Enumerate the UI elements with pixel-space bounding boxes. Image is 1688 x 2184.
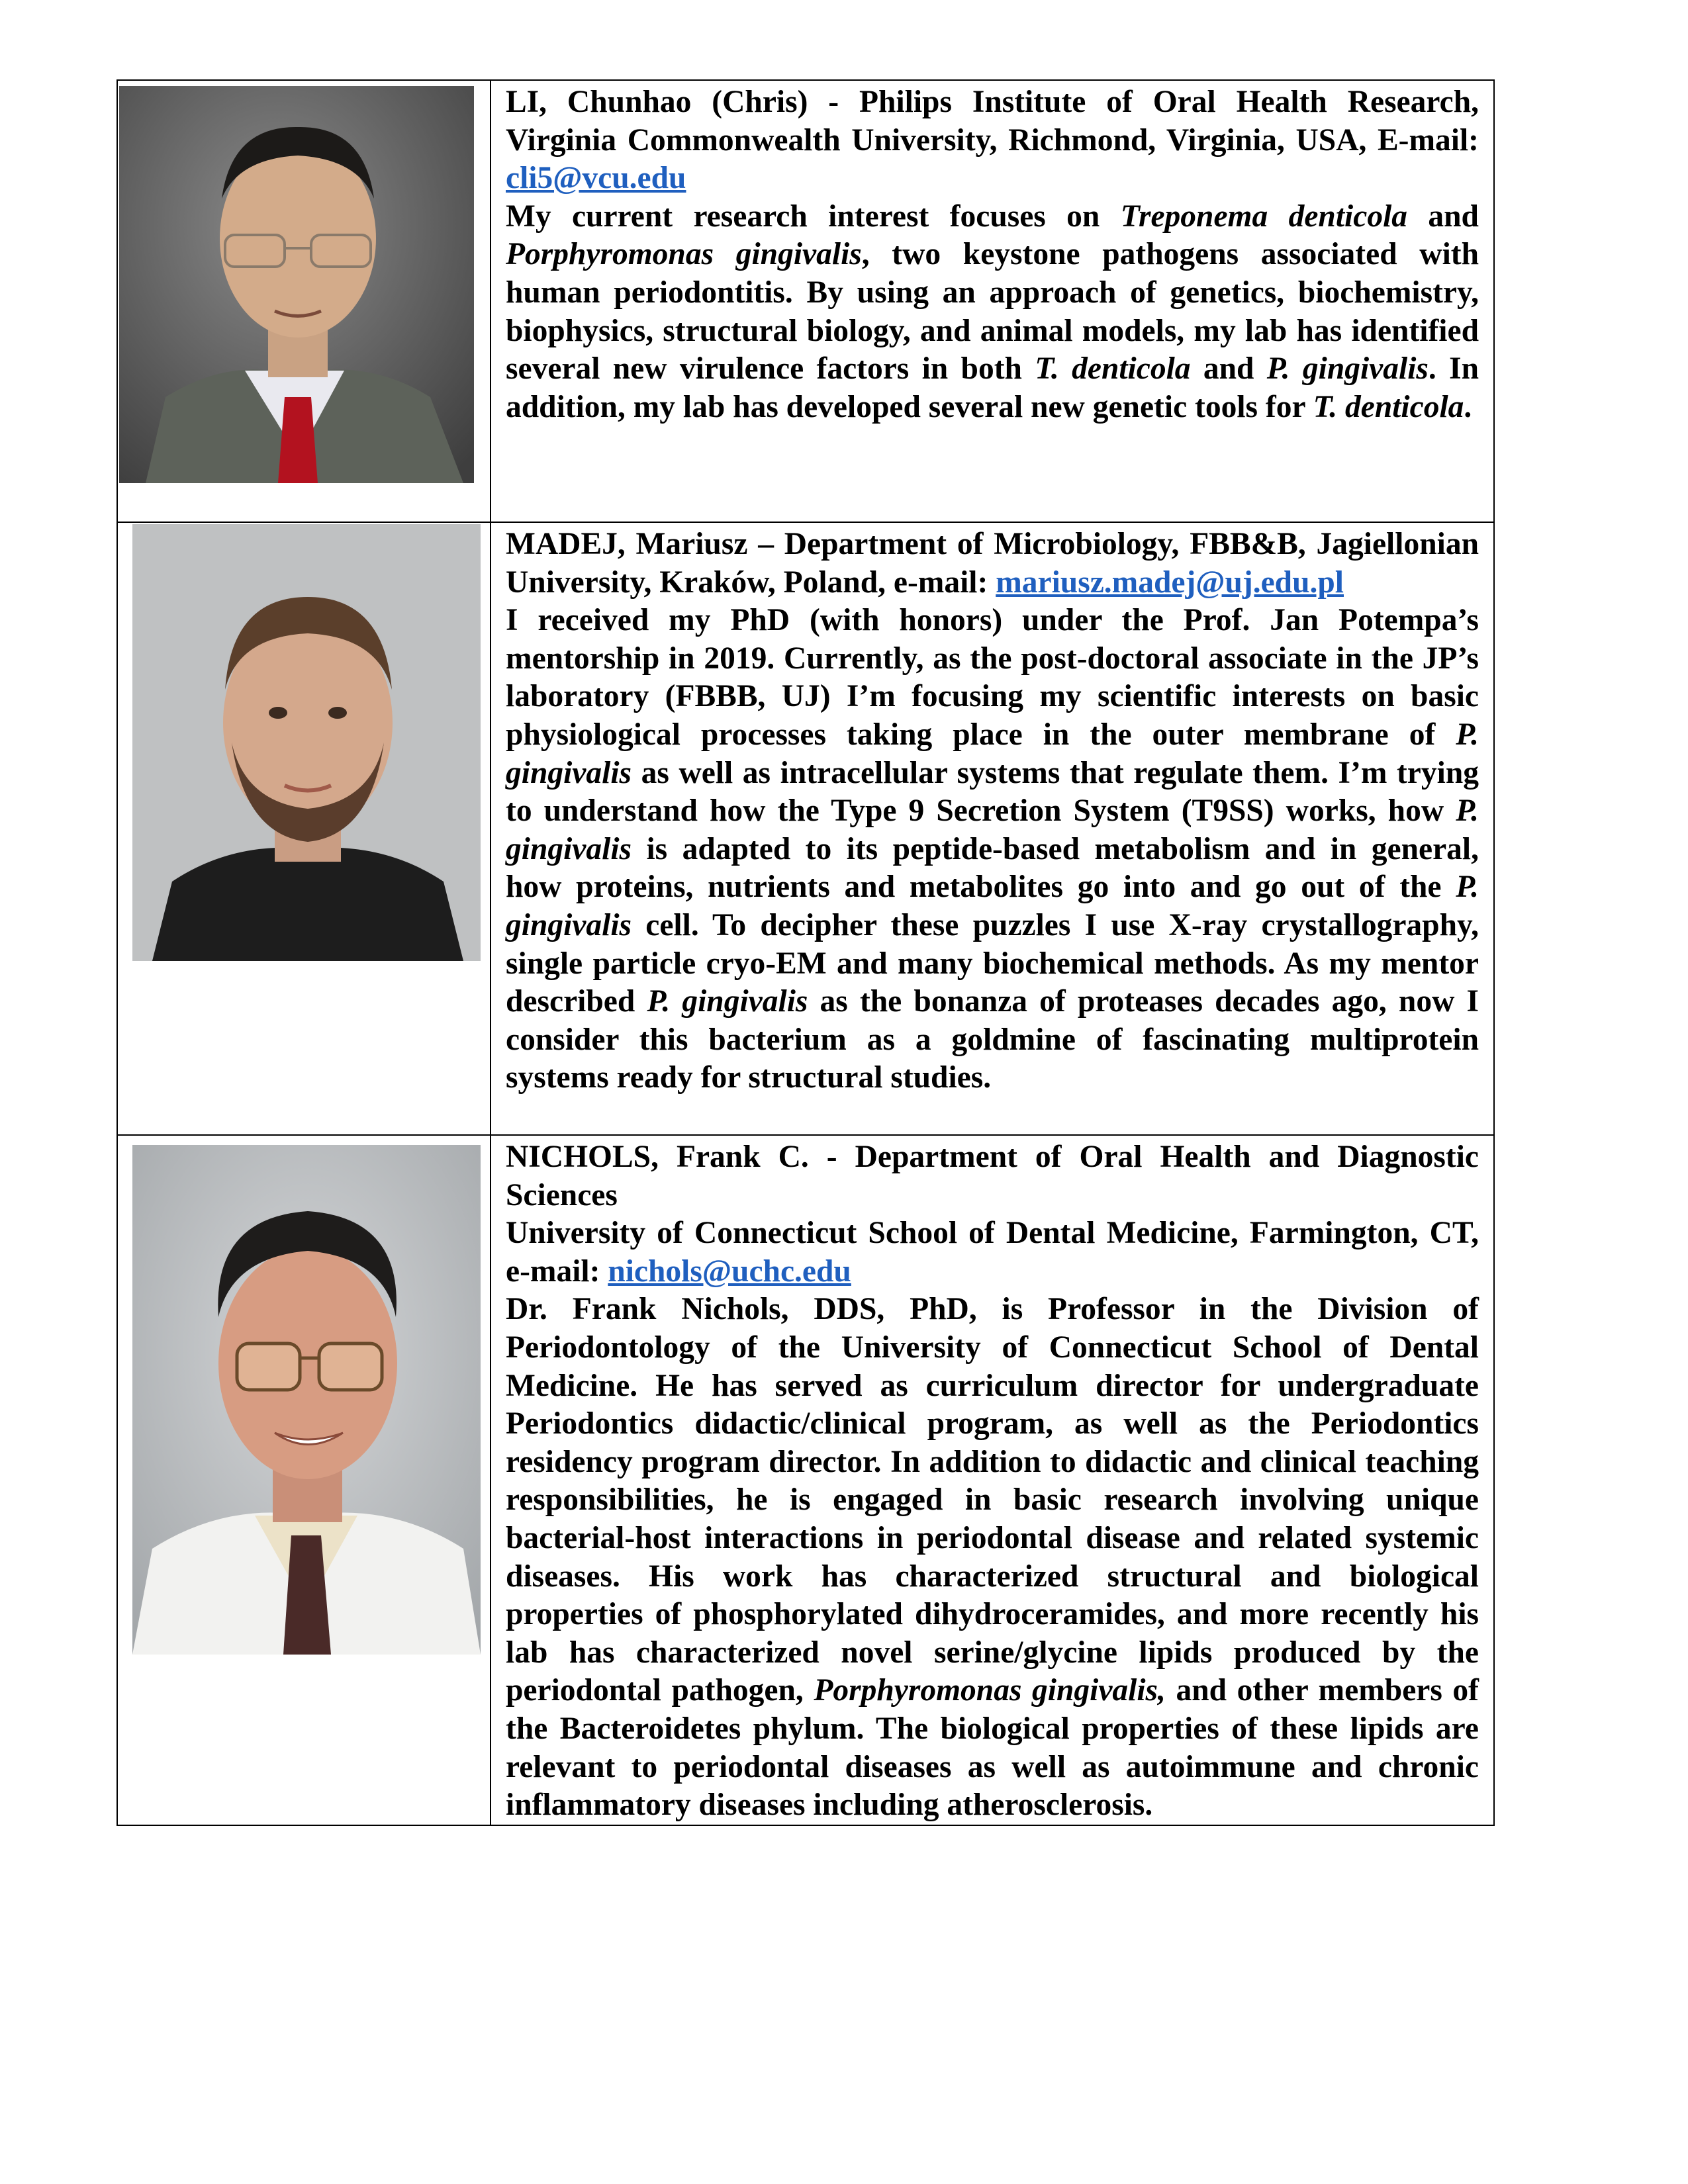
bio-paragraph (506, 1291, 1479, 1824)
header-text: University of Connecticut School of Dental Medicine, Farmington, CT, e-mail: (506, 1216, 1479, 1289)
portrait-photo-nichols (132, 1145, 481, 1655)
profile-text-nichols (506, 1138, 1479, 1825)
bio-text-segment: as the bonanza of proteases decades ago, now I consider this bacterium as a goldmine of fascinating multiprotein systems ready for structural studies. (506, 984, 1479, 1095)
bio-text-segment: and (1407, 199, 1479, 234)
profile-text-cell (491, 522, 1494, 1135)
species-name: Treponema denticola (1120, 199, 1408, 234)
profile-header (506, 525, 1479, 602)
bio-text-segment: as well as intracellular systems that regulate them. I’m trying to understand how the Type 9 Secretion System (T9SS) works, how (506, 755, 1479, 829)
bio-table (117, 79, 1495, 1826)
email-link[interactable]: mariusz.madej@uj.edu.pl (996, 565, 1344, 600)
portrait-photo-li (119, 86, 474, 483)
bio-text-segment: and (1190, 351, 1267, 387)
bio-text-segment: , two keystone pathogens associated with human periodontitis. By using an approach of genetics, biochemistry, biophysics, structural biology, and animal models, my lab has identified several new virulence factors in both (506, 237, 1479, 387)
email-link[interactable]: cli5@vcu.edu (506, 161, 686, 196)
species-name: Porphyromonas gingivalis, (814, 1673, 1166, 1708)
species-name: P. gingivalis (1266, 351, 1429, 387)
photo-cell (117, 80, 491, 522)
bio-text-segment: is adapted to its peptide-based metabolism and in general, how proteins, nutrients and metabolites go into and go out of the (506, 831, 1479, 905)
species-name: P. gingivalis (647, 984, 808, 1019)
email-link[interactable]: nichols@uchc.edu (608, 1253, 851, 1289)
bio-text-segment: My current research interest focuses on (506, 199, 1121, 234)
bio-text-segment: I received my PhD (with honors) under the Prof. Jan Potempa’s mentorship in 2019. Currently, as the post-doctoral associate in the JP’s laboratory (FBBB, UJ) I’m focusing my scientific interests on basic physiological processes taking place in the outer membrane of (506, 603, 1479, 752)
species-name: Porphyromonas gingivalis (506, 237, 862, 272)
photo-cell (117, 1135, 491, 1825)
profile-row-nichols (117, 1135, 1494, 1825)
profile-text-cell (491, 80, 1494, 522)
species-name: T. denticola (1035, 351, 1191, 387)
profile-header-line-2 (506, 1214, 1479, 1291)
bio-text-segment: Dr. Frank Nichols, DDS, PhD, is Professor in the Division of Periodontology of the University of Connecticut School of Dental Medicine. He has served as curriculum director for undergraduate Periodontics didactic/clinical program, as well as the Periodontics residency program director. In addition to didactic and clinical teaching responsibilities, he is engaged in basic research involving unique bacterial-host interactions in periodontal disease and related systemic diseases. His work has characterized structural and biological properties of phosphorylated dihydroceramides, and more recently his lab has characterized novel serine/glycine lipids produced by the periodontal pathogen, (506, 1292, 1479, 1708)
profile-header-line-1: NICHOLS, Frank C. - Department of Oral Health and Diagnostic Sciences (506, 1140, 1479, 1212)
species-name: P. gingivalis (506, 794, 1479, 866)
profile-row-li (117, 80, 1494, 522)
bio-text-segment: . In addition, my lab has developed several new genetic tools for (506, 351, 1479, 424)
profile-text-madej (506, 525, 1479, 1097)
header-text: MADEJ, Mariusz – Department of Microbiology, FBB&B, Jagiellonian University, Kraków, Poland, e-mail: (506, 527, 1479, 600)
bio-text-segment: . (1464, 389, 1472, 424)
bio-paragraph (506, 602, 1479, 1097)
species-name: T. denticola (1313, 389, 1464, 424)
species-name: P. gingivalis (506, 870, 1479, 942)
bio-paragraph (506, 198, 1479, 427)
species-name: P. gingivalis (506, 717, 1479, 790)
profile-text-cell (491, 1135, 1494, 1825)
photo-cell (117, 522, 491, 1135)
header-text: LI, Chunhao (Chris) - Philips Institute of Oral Health Research, Virginia Commonwealth University, Richmond, Virginia, USA, E-mail: (506, 85, 1479, 158)
portrait-photo-madej (132, 524, 481, 961)
bio-text-segment: cell. To decipher these puzzles I use X-ray crystallography, single particle cryo-EM and many biochemical methods. As my mentor described (506, 907, 1479, 1019)
bio-text-segment: and other members of the Bacteroidetes phylum. The biological properties of these lipids are relevant to periodontal diseases as well as autoimmune and chronic inflammatory diseases including atherosclerosis. (506, 1673, 1479, 1823)
profile-header (506, 83, 1479, 198)
profile-text-li (506, 83, 1479, 426)
profile-row-madej (117, 522, 1494, 1135)
